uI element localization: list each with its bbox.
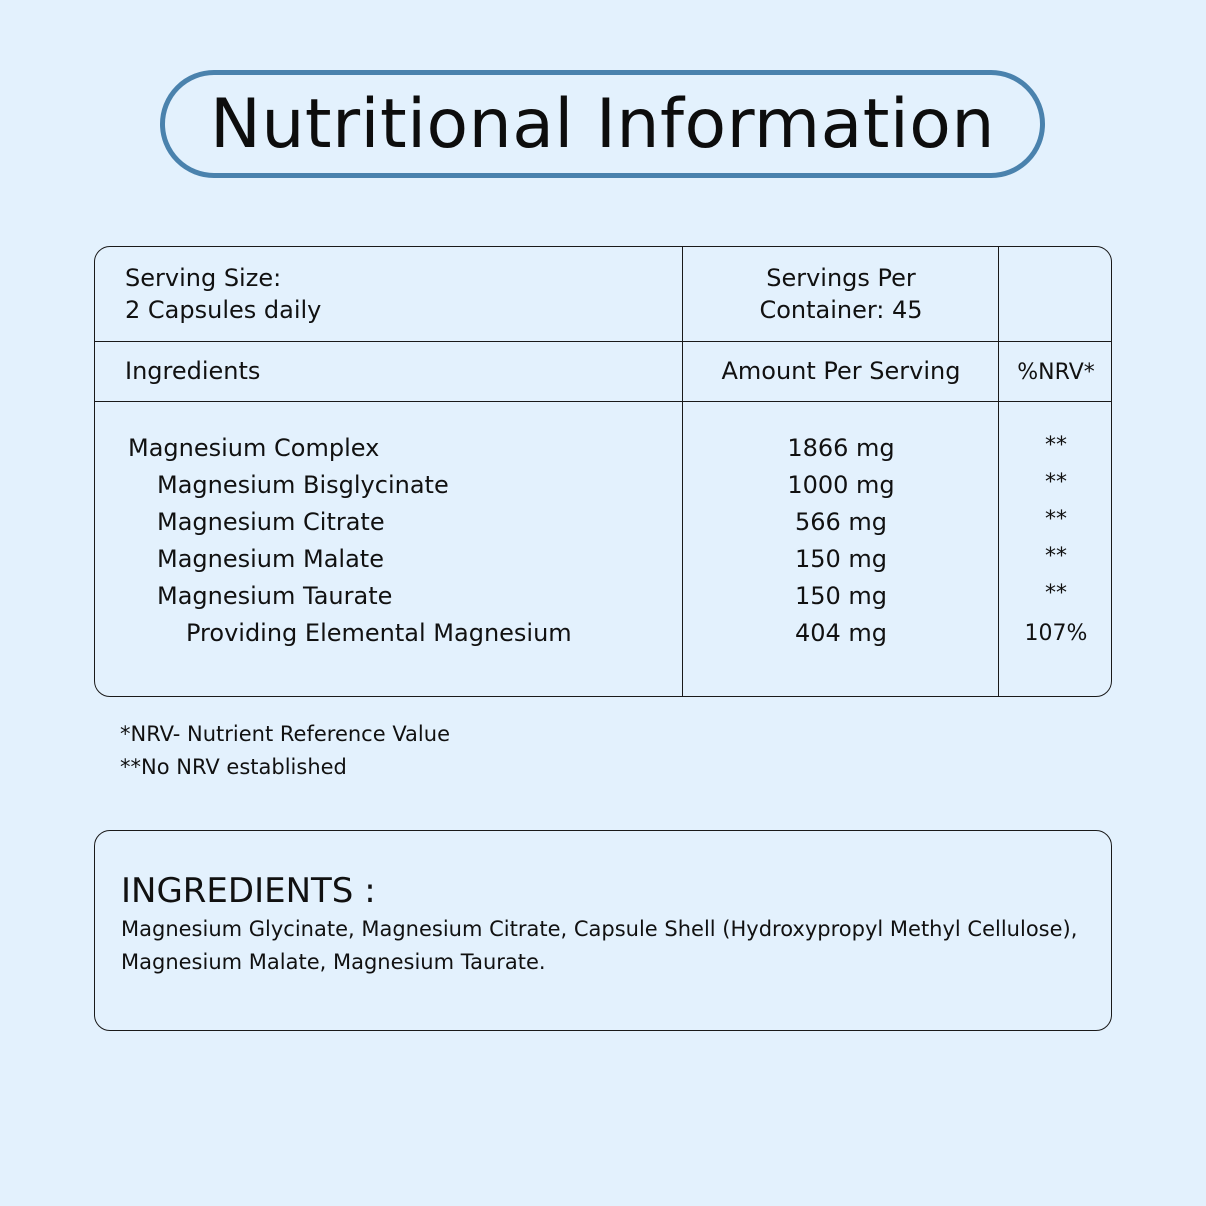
page-title: Nutritional Information bbox=[209, 84, 996, 164]
table-row-amount: 1000 mg bbox=[787, 471, 895, 499]
footnotes bbox=[120, 718, 450, 784]
serving-size-label: Serving Size: bbox=[125, 264, 282, 292]
servings-per-value: Container: 45 bbox=[759, 296, 923, 324]
table-row-amount: 150 mg bbox=[794, 545, 888, 573]
ingredients-heading: INGREDIENTS : bbox=[121, 871, 376, 911]
ingredients-box bbox=[94, 830, 1112, 1031]
ingredients-text: Magnesium Glycinate, Magnesium Citrate, Capsule Shell (Hydroxypropyl Methyl Cellulose), Magnesium Malate, Magnesium Taurate. bbox=[121, 917, 1078, 974]
table-row-name: Providing Elemental Magnesium bbox=[186, 619, 572, 647]
row-divider-header bbox=[95, 341, 1111, 342]
table-row-name: Magnesium Taurate bbox=[157, 582, 393, 610]
servings-per-label: Servings Per bbox=[766, 264, 916, 292]
footnote-nrv-definition: *NRV- Nutrient Reference Value bbox=[120, 722, 450, 746]
row-divider-columns bbox=[95, 401, 1111, 402]
table-row-nrv: ** bbox=[1045, 507, 1067, 532]
table-row-name: Magnesium Malate bbox=[157, 545, 384, 573]
table-row-amount: 566 mg bbox=[794, 508, 888, 536]
table-row-name: Magnesium Bisglycinate bbox=[157, 471, 449, 499]
table-row-amount: 1866 mg bbox=[787, 434, 895, 462]
table-row-nrv: 107% bbox=[1024, 621, 1088, 646]
table-row-name: Magnesium Complex bbox=[128, 434, 380, 462]
title-banner bbox=[160, 70, 1045, 178]
table-row-nrv: ** bbox=[1045, 470, 1067, 495]
table-row-amount: 150 mg bbox=[794, 582, 888, 610]
table-row-amount: 404 mg bbox=[794, 619, 888, 647]
table-row-name: Magnesium Citrate bbox=[157, 508, 385, 536]
column-header-ingredients: Ingredients bbox=[125, 357, 261, 385]
column-header-nrv: %NRV* bbox=[1017, 360, 1095, 385]
table-row-nrv: ** bbox=[1045, 581, 1067, 606]
nutrition-table bbox=[94, 246, 1112, 697]
footnote-no-nrv: **No NRV established bbox=[120, 755, 347, 779]
column-header-amount: Amount Per Serving bbox=[721, 357, 961, 385]
table-row-nrv: ** bbox=[1045, 544, 1067, 569]
serving-size-value: 2 Capsules daily bbox=[125, 296, 322, 324]
table-row-nrv: ** bbox=[1045, 433, 1067, 458]
